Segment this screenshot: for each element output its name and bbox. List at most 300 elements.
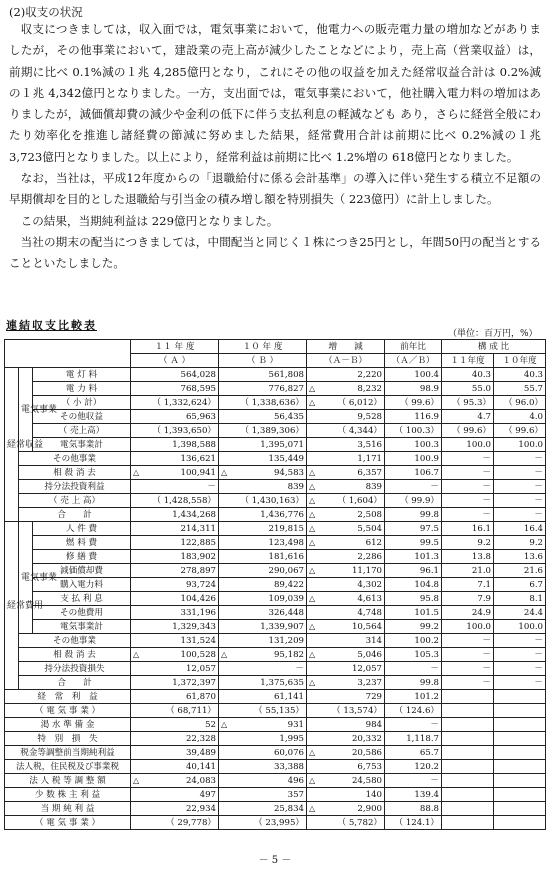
cell-diff-value: （ 4,344） [337, 425, 383, 436]
table-row [5, 410, 546, 424]
row-label-value: 法人税，住民税及び事業税 [15, 761, 120, 772]
cell-diff-value: 20,586 [351, 747, 383, 758]
minus-triangle-icon: △ [309, 775, 316, 785]
cell-diff-value: （ 5,782） [337, 817, 383, 828]
cell-comp10 [494, 382, 546, 396]
cell-comp11-value: 7.1 [477, 579, 492, 590]
table-row [5, 578, 546, 592]
cell-ratio [385, 368, 442, 382]
table-row [5, 690, 546, 704]
cell-ratio-value: － [430, 775, 440, 786]
cell-comp10 [494, 438, 546, 452]
cell-diff [307, 410, 385, 424]
cell-fy11 [131, 522, 219, 536]
cell-comp10-value: 100.0 [518, 621, 544, 632]
cell-fy11-value: （ 29,778） [166, 817, 217, 828]
cell-fy11 [131, 718, 219, 732]
row-label [33, 550, 131, 564]
row-label-value: その他事業 [53, 453, 96, 464]
cell-ratio [385, 732, 442, 746]
cell-comp11-value: 100.0 [466, 439, 492, 450]
cell-ratio [385, 396, 442, 410]
table-row [5, 718, 546, 732]
cell-fy11-value: （ 68,711） [166, 705, 217, 716]
cell-diff [307, 620, 385, 634]
cell-ratio-value: 100.9 [414, 453, 440, 464]
cell-fy11-value: 40,141 [185, 761, 217, 772]
table-row [5, 592, 546, 606]
cell-diff-value: （ 13,574） [332, 705, 383, 716]
row-label-value: その他事業 [53, 635, 96, 646]
cell-comp11-value: 16.1 [471, 523, 492, 534]
cell-comp11 [442, 620, 494, 634]
cell-ratio-value: （ 99.6） [399, 397, 440, 408]
cell-fy11 [131, 746, 219, 760]
header-fy10-sub: （ Ｂ ） [219, 354, 307, 368]
cell-ratio [385, 774, 442, 788]
cell-ratio [385, 382, 442, 396]
cell-comp10-value: 24.4 [523, 607, 544, 618]
row-label [5, 816, 131, 830]
cell-fy10-value: 89,422 [273, 579, 305, 590]
cell-empty [442, 746, 494, 760]
table-row [5, 746, 546, 760]
cell-comp11-value: － [482, 467, 492, 478]
row-label [5, 788, 131, 802]
cell-comp11-value: － [482, 495, 492, 506]
row-label [33, 368, 131, 382]
cell-fy10-value: 61,141 [273, 691, 305, 702]
cell-ratio [385, 760, 442, 774]
row-label-value: 支 払 利 息 [60, 593, 103, 604]
cell-fy11-value: 61,870 [185, 691, 217, 702]
row-label [5, 732, 131, 746]
table-body [5, 368, 546, 830]
page-number: － 5 － [258, 855, 292, 866]
cell-fy11-value: 39,489 [185, 747, 217, 758]
header-ratio: 前年比 [385, 340, 442, 354]
row-label [19, 480, 131, 494]
cell-fy11 [131, 382, 219, 396]
row-label [5, 718, 131, 732]
cell-fy10-value: 219,815 [268, 523, 305, 534]
minus-triangle-icon: △ [309, 383, 316, 393]
cell-comp11-value: 9.2 [477, 537, 492, 548]
cell-ratio [385, 452, 442, 466]
cell-fy10 [219, 550, 307, 564]
cell-fy10 [219, 732, 307, 746]
row-label-value: 少 数 株 主 利 益 [34, 789, 101, 800]
cell-fy11-value: （ 1,332,624） [152, 397, 217, 408]
minus-triangle-icon: △ [133, 775, 140, 785]
cell-comp11-value: 40.3 [471, 369, 492, 380]
cell-fy11-value: 122,885 [180, 537, 217, 548]
cell-comp10 [494, 396, 546, 410]
cell-comp10 [494, 368, 546, 382]
cell-comp11 [442, 592, 494, 606]
cell-comp11-value: － [482, 663, 492, 674]
cell-comp10 [494, 634, 546, 648]
cell-diff [307, 676, 385, 690]
cell-fy10 [219, 368, 307, 382]
cell-fy11 [131, 410, 219, 424]
row-label [19, 648, 131, 662]
cell-diff [307, 452, 385, 466]
cell-fy10 [219, 424, 307, 438]
cell-fy10-value: 1,395,071 [260, 439, 305, 450]
cell-comp10-value: 55.7 [523, 383, 544, 394]
cell-fy10-value: 561,808 [268, 369, 305, 380]
cell-ratio-value: 101.5 [414, 607, 440, 618]
cell-diff [307, 774, 385, 788]
cell-ratio [385, 466, 442, 480]
cell-ratio-value: 100.4 [414, 369, 440, 380]
cell-diff [307, 508, 385, 522]
header-fy11: １１ 年 度 [131, 340, 219, 354]
cell-ratio-value: 65.7 [419, 747, 440, 758]
cell-fy11-value: 22,328 [185, 733, 217, 744]
cell-comp11 [442, 536, 494, 550]
cell-fy10-value: 776,827 [268, 383, 305, 394]
cell-fy11 [131, 466, 219, 480]
cell-fy11 [131, 508, 219, 522]
cell-comp11-value: 13.8 [471, 551, 492, 562]
cell-fy11-value: 331,196 [180, 607, 217, 618]
cell-ratio [385, 718, 442, 732]
cell-ratio-value: 99.2 [419, 621, 440, 632]
cell-comp11 [442, 648, 494, 662]
cell-ratio-value: 88.8 [419, 803, 440, 814]
cell-comp11 [442, 522, 494, 536]
minus-triangle-icon: △ [309, 677, 316, 687]
paragraph: この結果，当期純利益は 229億円となりました。 [20, 213, 279, 228]
cell-ratio [385, 550, 442, 564]
cell-fy10-value: 33,388 [273, 761, 305, 772]
cell-empty [494, 816, 546, 830]
minus-triangle-icon: △ [221, 719, 228, 729]
header-diff-sub: （Ａ－Ｂ） [307, 354, 385, 368]
cell-empty [494, 788, 546, 802]
cell-fy11-value: 65,963 [185, 411, 217, 422]
cell-fy10 [219, 662, 307, 676]
row-label [5, 802, 131, 816]
cell-diff-value: 839 [365, 481, 383, 492]
cell-diff [307, 802, 385, 816]
cell-fy10 [219, 620, 307, 634]
cell-comp11-value: － [482, 635, 492, 646]
row-label-value: 法 人 税 等 調 整 額 [29, 775, 106, 786]
paragraph: 収支につきましては，収入面では，電気事業において，他電力への販売電力量の増加などがありましたが，その他事業において，建設業の売上高が減少したことなどにより，売上高（営業収益）は，前期に比べ 0.1%減の１兆 4,285億円となり，これにその他の収益を加えた経常収益合計は 0.2%減の１兆 4,342億円となりました。一方，支出面では，電気事業において，他社購入電力料の増加はありましたが，減価償却費の減少や金利の低下に伴う支払利息の軽減なども あり，さらに経営全般にわたり効率化を推進し諸経費の節減に努めました結果，経常費用合計は前期に比べ 0.2%減の１兆 3,723億円となりました。以上により，経常利益は前期に比べ 1.2%増の 618億円となりました。 [9, 22, 541, 164]
row-label-value: （ 売 上 高） [48, 495, 101, 506]
cell-fy10-value: （ 1,389,306） [240, 425, 305, 436]
cell-ratio-value: 116.9 [414, 411, 440, 422]
cell-fy10-value: 1,995 [279, 733, 305, 744]
table-row [5, 732, 546, 746]
cell-diff-value: 20,332 [351, 733, 383, 744]
cell-ratio [385, 634, 442, 648]
row-label-value: 購入電力料 [60, 579, 103, 590]
cell-fy11-value: 12,057 [185, 663, 217, 674]
row-label-value: 特 別 損 失 [37, 733, 98, 744]
cell-empty [442, 718, 494, 732]
paragraph: なお，当社は，平成12年度からの「退職給付に係る会計基準」の導入に伴い発生する積立不足額の早期償却を目的とした退職給与引当金の積み増し額を特別損失（ 223億円）に計上しました。 [9, 171, 541, 207]
cell-ratio-value: 99.8 [419, 677, 440, 688]
cell-ratio [385, 788, 442, 802]
cell-comp11 [442, 368, 494, 382]
cell-comp10-value: （ 96.0） [503, 397, 544, 408]
row-label-value: 相 殺 消 去 [53, 649, 96, 660]
row-label [19, 508, 131, 522]
cell-comp11-value: － [482, 677, 492, 688]
cell-diff-value: 10,564 [351, 621, 383, 632]
row-label [33, 382, 131, 396]
cell-comp10 [494, 508, 546, 522]
row-label-value: 合 計 [57, 677, 92, 688]
cell-ratio [385, 424, 442, 438]
cell-ratio [385, 410, 442, 424]
cell-ratio [385, 746, 442, 760]
cell-ratio-value: （ 124.1） [394, 817, 440, 828]
cell-ratio-value: 100.2 [414, 635, 440, 646]
table-row [5, 676, 546, 690]
cell-fy10-value: （ 55,135） [254, 705, 305, 716]
row-label-value: 持分法投資利益 [44, 481, 105, 492]
cell-fy11-value: 497 [199, 789, 217, 800]
cell-ratio [385, 508, 442, 522]
cell-fy11 [131, 368, 219, 382]
cell-ratio [385, 606, 442, 620]
cell-ratio-value: （ 99.9） [399, 495, 440, 506]
row-label-value: 人 件 費 [65, 523, 98, 534]
cell-diff-value: 314 [365, 635, 383, 646]
cell-comp10 [494, 466, 546, 480]
cell-fy10 [219, 606, 307, 620]
cell-ratio-value: 101.3 [414, 551, 440, 562]
table-row [5, 802, 546, 816]
row-label-value: その他収益 [60, 411, 103, 422]
row-label [5, 690, 131, 704]
minus-triangle-icon: △ [309, 747, 316, 757]
cell-comp10 [494, 592, 546, 606]
cell-comp10 [494, 410, 546, 424]
table-row [5, 648, 546, 662]
row-label-value: （ 売上高） [58, 425, 105, 436]
cell-comp10-value: 100.0 [518, 439, 544, 450]
cell-fy11 [131, 424, 219, 438]
row-label-value: 渇 水 準 備 金 [40, 719, 95, 730]
cell-empty [442, 704, 494, 718]
cell-empty [494, 690, 546, 704]
cell-empty [442, 760, 494, 774]
cell-ratio-value: 98.9 [419, 383, 440, 394]
minus-triangle-icon: △ [309, 481, 316, 491]
cell-ratio [385, 536, 442, 550]
cell-comp11-value: － [482, 509, 492, 520]
header-blank [5, 340, 131, 368]
cell-diff [307, 634, 385, 648]
cell-ratio-value: － [430, 719, 440, 730]
cell-fy10-value: 131,209 [268, 635, 305, 646]
cell-comp11 [442, 578, 494, 592]
cell-comp10-value: － [534, 677, 544, 688]
row-label-value: 経 常 利 益 [37, 691, 98, 702]
cell-fy11 [131, 788, 219, 802]
cell-ratio-value: － [430, 481, 440, 492]
minus-triangle-icon: △ [133, 467, 140, 477]
cell-comp11-value: 7.9 [477, 593, 492, 604]
cell-ratio [385, 564, 442, 578]
cell-diff-value: 140 [365, 789, 383, 800]
cell-ratio-value: 99.8 [419, 509, 440, 520]
cell-diff-value: 8,232 [357, 383, 383, 394]
row-label-value: 当 期 純 利 益 [40, 803, 95, 814]
cell-fy11 [131, 480, 219, 494]
cell-fy10 [219, 704, 307, 718]
cell-comp11-value: － [482, 453, 492, 464]
header-comp11: １１年度 [442, 354, 494, 368]
row-label [33, 522, 131, 536]
cell-fy11-value: 1,329,343 [172, 621, 217, 632]
cell-diff [307, 746, 385, 760]
cell-diff [307, 648, 385, 662]
cell-fy10-value: （ 23,995） [254, 817, 305, 828]
cell-comp11-value: － [482, 649, 492, 660]
cell-diff-value: 2,508 [357, 509, 383, 520]
cell-comp10-value: 40.3 [523, 369, 544, 380]
row-label-value: （ 電 気 事 業 ） [34, 705, 101, 716]
cell-diff-value: （ 1,604） [337, 495, 383, 506]
table-title: 連結収支比較表 [6, 319, 97, 332]
cell-fy10-value: 931 [287, 719, 305, 730]
row-label [33, 438, 131, 452]
row-label [33, 606, 131, 620]
header-comp: 構 成 比 [442, 340, 546, 354]
table-row [5, 760, 546, 774]
section-label-elec-value: 電気事業 [21, 572, 58, 583]
row-label-value: 電 灯 料 [65, 369, 98, 380]
cell-diff-value: 2,220 [357, 369, 383, 380]
cell-diff-value: （ 6,012） [337, 397, 383, 408]
cell-comp11 [442, 410, 494, 424]
row-label [33, 536, 131, 550]
cell-fy10 [219, 634, 307, 648]
cell-comp11 [442, 466, 494, 480]
cell-fy11-value: 768,595 [180, 383, 217, 394]
cell-comp11 [442, 452, 494, 466]
cell-diff [307, 466, 385, 480]
cell-fy11-value: 52 [205, 719, 217, 730]
cell-fy10 [219, 676, 307, 690]
cell-fy11-value: 100,528 [180, 649, 217, 660]
cell-fy11 [131, 634, 219, 648]
cell-comp11 [442, 634, 494, 648]
cell-comp10-value: － [534, 509, 544, 520]
table-row [5, 368, 546, 382]
cell-comp11-value: － [482, 481, 492, 492]
cell-fy10 [219, 480, 307, 494]
cell-fy10-value: 357 [287, 789, 305, 800]
cell-comp11 [442, 662, 494, 676]
cell-diff-value: 4,613 [357, 593, 383, 604]
cell-diff [307, 494, 385, 508]
cell-fy11 [131, 704, 219, 718]
cell-ratio [385, 522, 442, 536]
cell-diff [307, 536, 385, 550]
cell-comp10-value: － [534, 467, 544, 478]
minus-triangle-icon: △ [309, 621, 316, 631]
table-row [5, 550, 546, 564]
cell-diff-value: 5,504 [357, 523, 383, 534]
cell-comp10-value: 9.2 [529, 537, 544, 548]
minus-triangle-icon: △ [309, 397, 316, 407]
cell-diff [307, 718, 385, 732]
table-row [5, 816, 546, 830]
minus-triangle-icon: △ [133, 649, 140, 659]
cell-comp11 [442, 424, 494, 438]
cell-fy11-value: 183,902 [180, 551, 217, 562]
cell-ratio-value: － [430, 663, 440, 674]
cell-diff-value: 729 [365, 691, 383, 702]
row-label-value: 燃 料 費 [65, 537, 98, 548]
cell-comp10-value: － [534, 663, 544, 674]
cell-fy11-value: 564,028 [180, 369, 217, 380]
row-label-value: 減価償却費 [60, 565, 103, 576]
cell-ratio-value: 101.2 [414, 691, 440, 702]
cell-fy10-value: 109,039 [268, 593, 305, 604]
cell-comp11 [442, 382, 494, 396]
cell-fy10 [219, 718, 307, 732]
cell-ratio-value: 120.2 [414, 761, 440, 772]
cell-comp10 [494, 578, 546, 592]
cell-comp11 [442, 438, 494, 452]
cell-fy11-value: 214,311 [180, 523, 217, 534]
cell-diff [307, 816, 385, 830]
cell-diff-value: 4,302 [357, 579, 383, 590]
cell-diff [307, 690, 385, 704]
cell-fy11 [131, 760, 219, 774]
cell-fy10-value: 326,448 [268, 607, 305, 618]
cell-fy11-value: 100,941 [180, 467, 217, 478]
cell-empty [442, 816, 494, 830]
table-row [5, 508, 546, 522]
cell-comp11-value: 55.0 [471, 383, 492, 394]
cell-ratio [385, 816, 442, 830]
cell-comp11-value: 24.9 [471, 607, 492, 618]
cell-diff-value: 1,171 [357, 453, 383, 464]
table-row [5, 424, 546, 438]
cell-empty [494, 704, 546, 718]
row-label [5, 746, 131, 760]
cell-ratio [385, 438, 442, 452]
table-row [5, 536, 546, 550]
cell-ratio-value: 139.4 [414, 789, 440, 800]
cell-fy10-value: 25,834 [273, 803, 305, 814]
cell-ratio-value: 1,118.7 [406, 733, 440, 744]
cell-fy10 [219, 816, 307, 830]
cell-ratio [385, 494, 442, 508]
section-label-income-value: 経常収益 [7, 439, 44, 450]
cell-diff-value: 11,170 [351, 565, 383, 576]
row-label [19, 634, 131, 648]
paragraph: 当社の期末の配当につきましては，中間配当と同じく１株につき25円とし，年間50円の配当とすることといたしました。 [9, 234, 541, 271]
cell-diff-value: 6,357 [357, 467, 383, 478]
minus-triangle-icon: △ [221, 467, 228, 477]
minus-triangle-icon: △ [309, 565, 316, 575]
cell-fy11 [131, 536, 219, 550]
cell-fy10 [219, 648, 307, 662]
cell-fy11-value: 22,934 [185, 803, 217, 814]
cell-ratio [385, 480, 442, 494]
